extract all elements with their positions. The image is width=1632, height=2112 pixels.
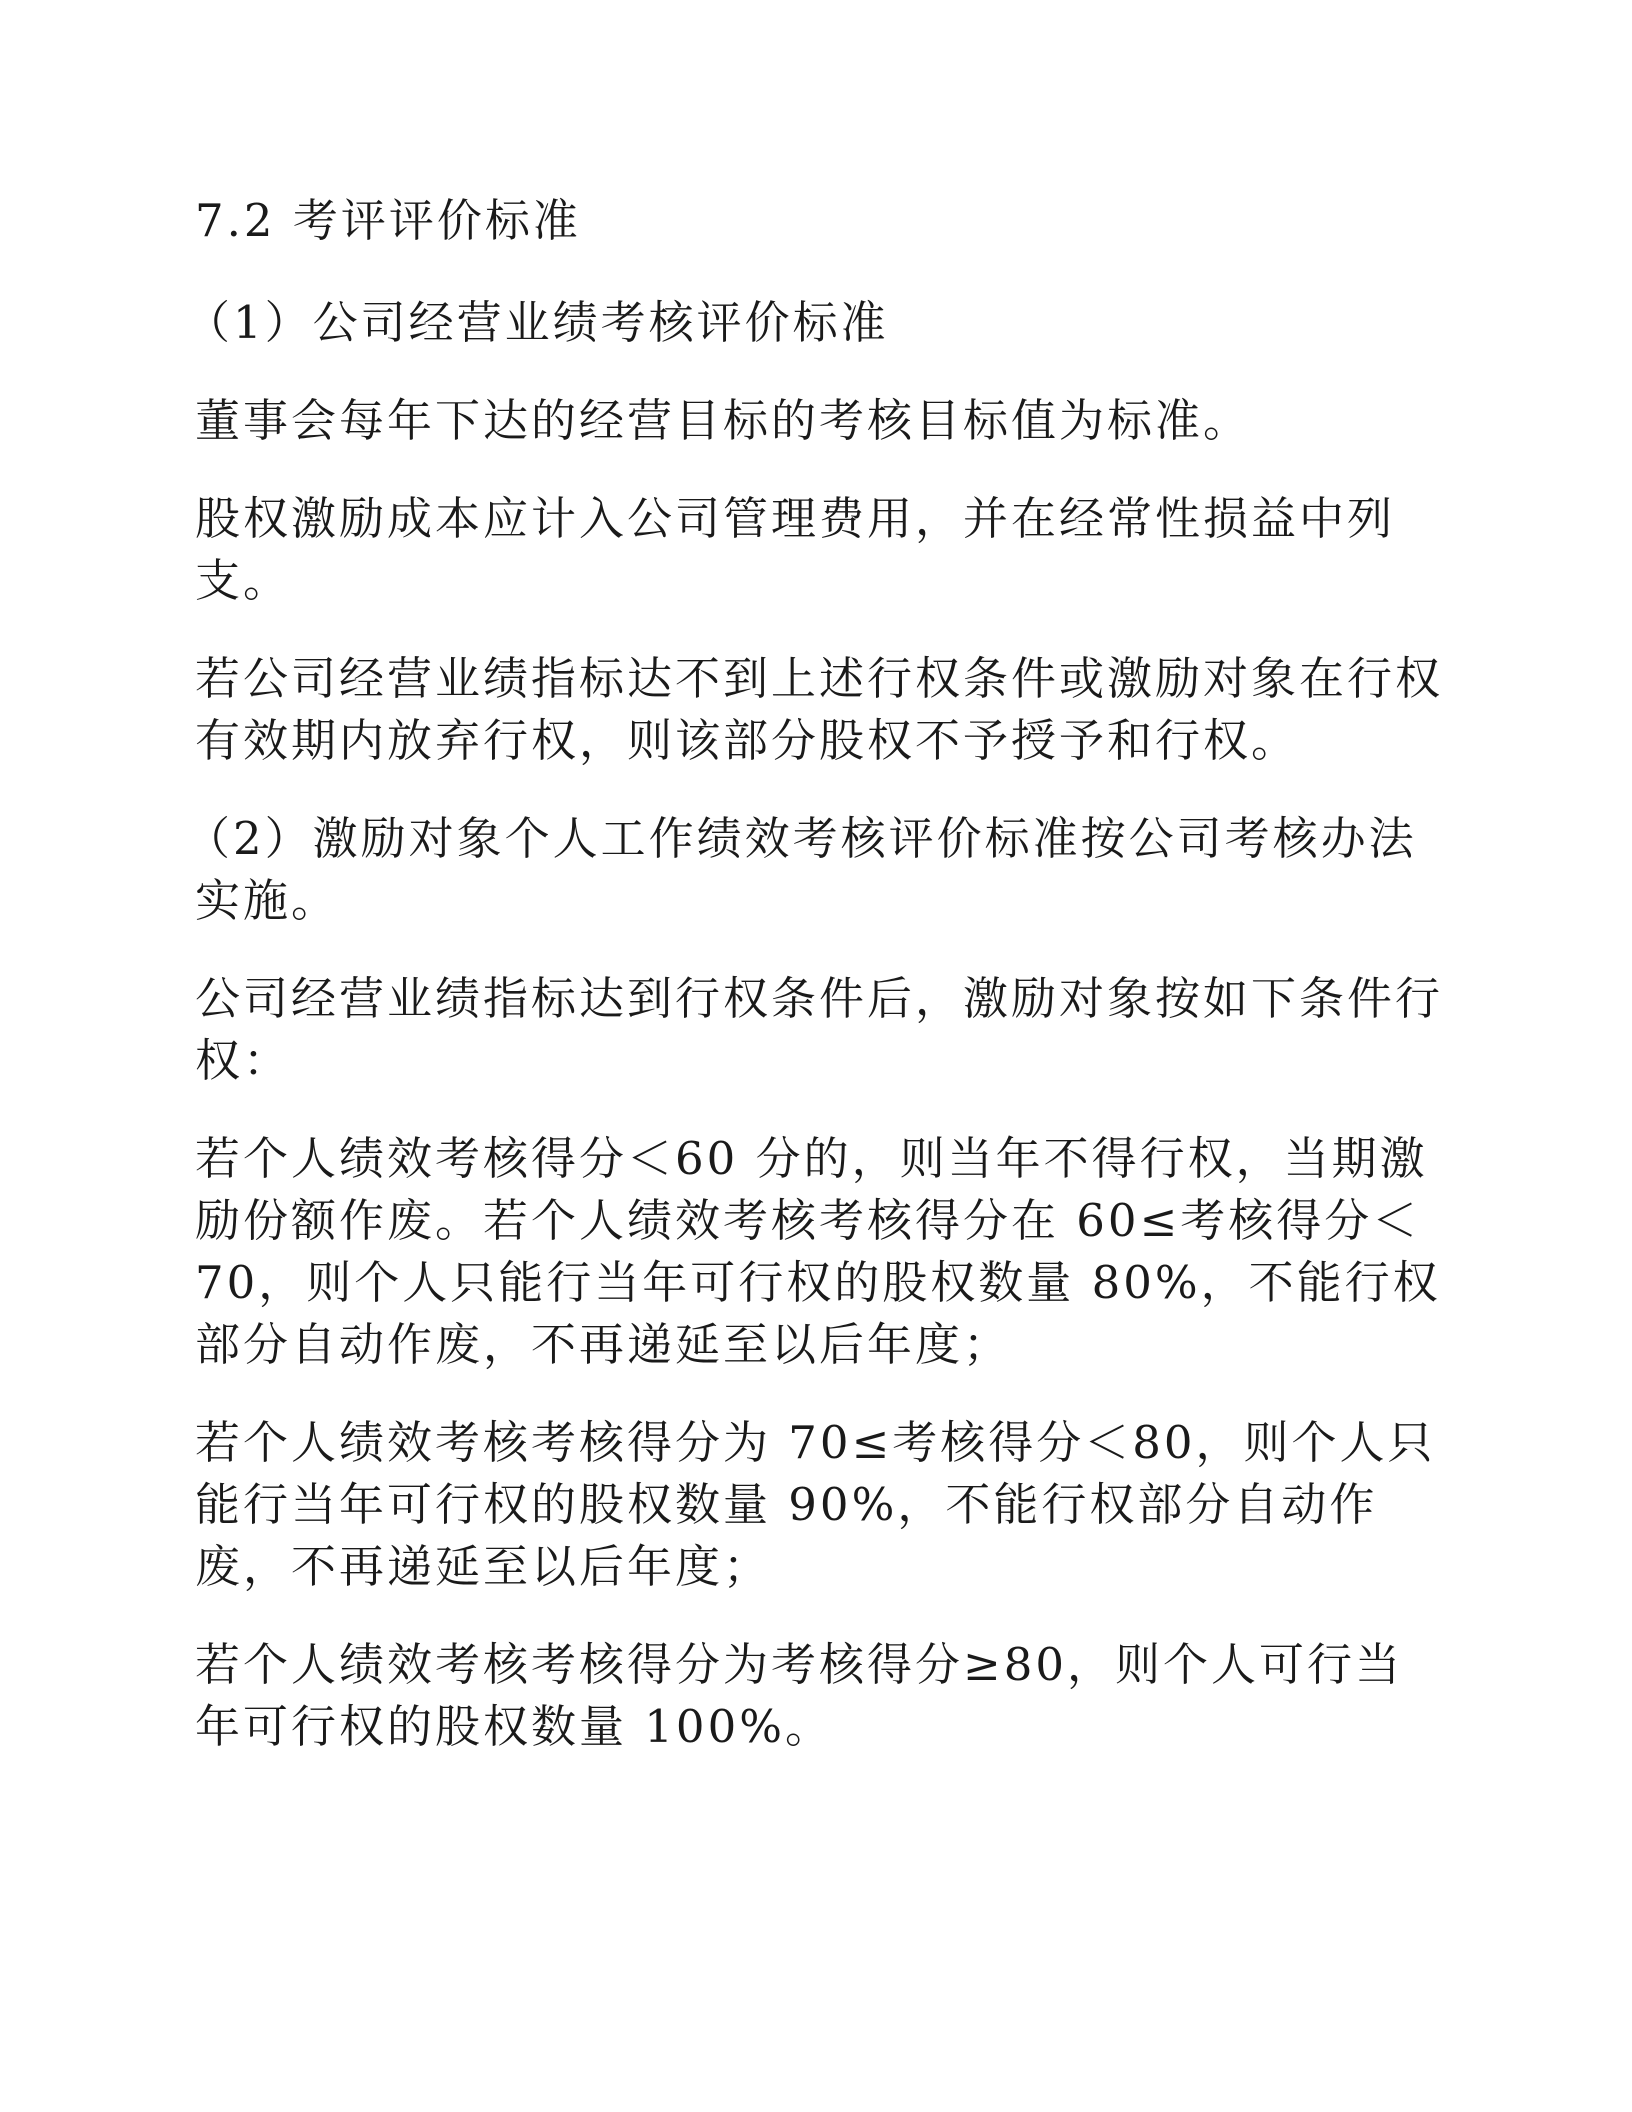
paragraph-company-standard-heading: （1）公司经营业绩考核评价标准 <box>185 296 889 349</box>
paragraph-exercise-conditions: 公司经营业绩指标达到行权条件后，激励对象按如下条件行权： <box>195 972 1444 1087</box>
section-title: 7.2 考评评价标准 <box>195 194 581 247</box>
paragraph-score-below-70: 若个人绩效考核得分＜60 分的，则当年不得行权，当期激励份额作废。若个人绩效考核考核得分在 60≤考核得分＜70，则个人只能行当年可行权的股权数量 80%，不能行权部分自动作废，不再递延至以后年度； <box>195 1132 1441 1371</box>
paragraph-board-target: 董事会每年下达的经营目标的考核目标值为标准。 <box>195 394 1252 447</box>
paragraph-score-above-80: 若个人绩效考核考核得分为考核得分≥80，则个人可行当年可行权的股权数量 100%。 <box>195 1638 1403 1753</box>
paragraph-score-70-80: 若个人绩效考核考核得分为 70≤考核得分＜80，则个人只能行当年可行权的股权数量 90%，不能行权部分自动作废，不再递延至以后年度； <box>195 1416 1436 1593</box>
paragraph-incentive-cost: 股权激励成本应计入公司管理费用，并在经常性损益中列支。 <box>195 492 1396 607</box>
document-body <box>185 190 1445 1794</box>
paragraph-individual-standard-heading: （2）激励对象个人工作绩效考核评价标准按公司考核办法实施。 <box>185 812 1417 927</box>
paragraph-not-met: 若公司经营业绩指标达不到上述行权条件或激励对象在行权有效期内放弃行权，则该部分股权不予授予和行权。 <box>195 652 1444 767</box>
